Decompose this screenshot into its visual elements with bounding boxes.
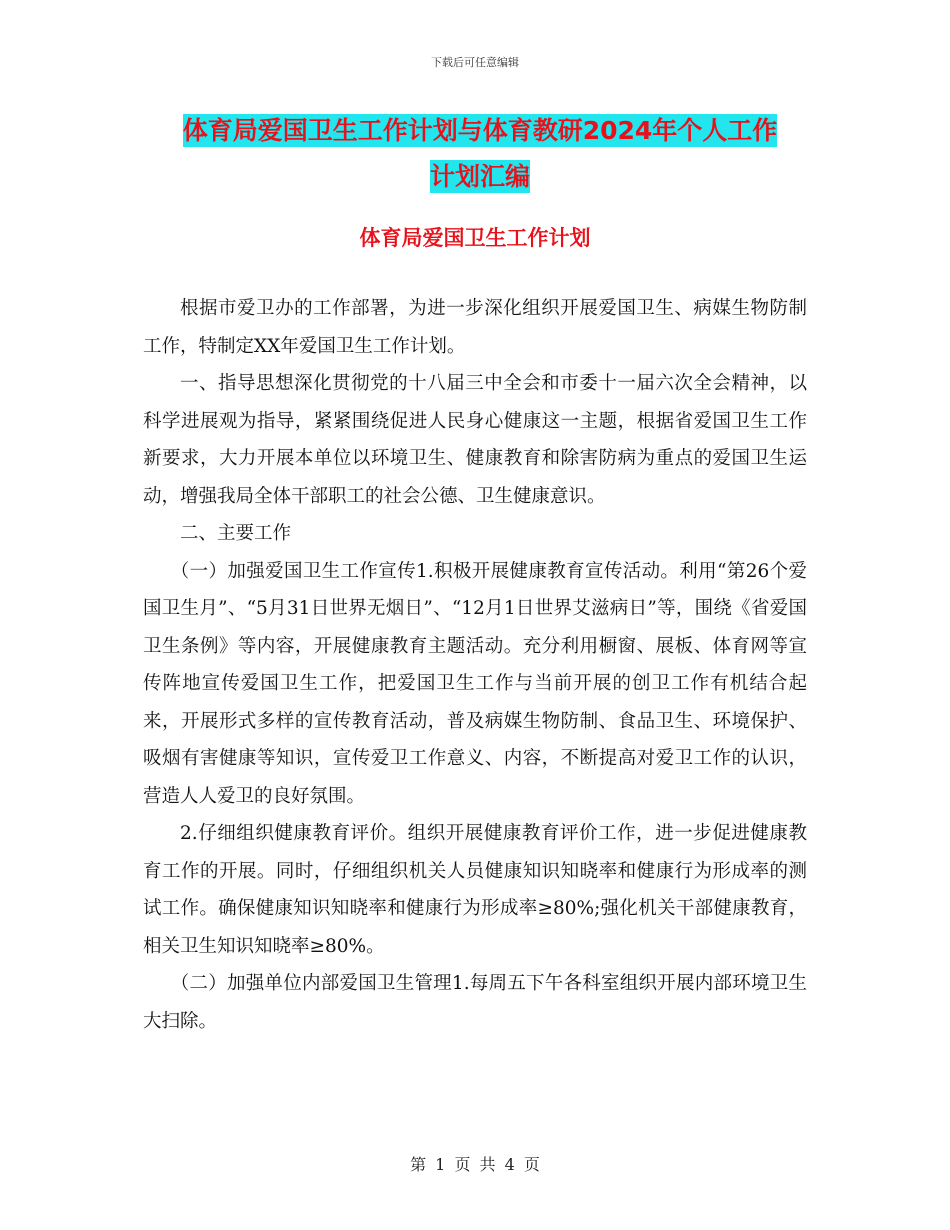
document-body [143,290,807,1040]
document-title-line-1: 体育局爱国卫生工作计划与体育教研2024年个人工作 [182,116,778,145]
page-header-note: 下载后可任意编辑 [431,56,519,69]
document-title [140,108,820,200]
paragraph-health-evaluation: 2.仔细组织健康教育评价。组织开展健康教育评价工作，进一步促进健康教育工作的开展。同时，仔细组织机关人员健康知识知晓率和健康行为形成率的测试工作。确保健康知识知晓率和健康行为形成率≥80%;强化机关干部健康教育，相关卫生知识知晓率≥80%。 [143,823,807,957]
paragraph-intro: 根据市爱卫办的工作部署，为进一步深化组织开展爱国卫生、病媒生物防制工作，特制定XX年爱国卫生工作计划。 [143,298,807,357]
document-title-line-2: 计划汇编 [429,162,530,191]
paragraph-publicity: （一）加强爱国卫生工作宣传1.积极开展健康教育宣传活动。利用“第26个爱国卫生月”、“5月31日世界无烟日”、“12月1日世界艾滋病日”等，围绕《省爱国卫生条例》等内容，开展健康教育主题活动。充分利用橱窗、展板、体育网等宣传阵地宣传爱国卫生工作，把爱国卫生工作与当前开展的创卫工作有机结合起来，开展形式多样的宣传教育活动，普及病媒生物防制、食品卫生、环境保护、吸烟有害健康等知识，宣传爱卫工作意义、内容，不断提高对爱卫工作的认识，营造人人爱卫的良好氛围。 [143,560,807,807]
paragraph-main-work-heading: 二、主要工作 [180,523,292,544]
paragraph-internal-management: （二）加强单位内部爱国卫生管理1.每周五下午各科室组织开展内部环境卫生大扫除。 [143,973,807,1032]
paragraph-guiding-principle: 一、指导思想深化贯彻党的十八届三中全会和市委十一届六次全会精神，以科学进展观为指导，紧紧围绕促进人民身心健康这一主题，根据省爱国卫生工作新要求，大力开展本单位以环境卫生、健康教育和除害防病为重点的爱国卫生运动，增强我局全体干部职工的社会公德、卫生健康意识。 [143,373,807,507]
section-title: 体育局爱国卫生工作计划 [359,226,591,250]
page-number: 第 1 页 共 4 页 [410,1155,540,1174]
